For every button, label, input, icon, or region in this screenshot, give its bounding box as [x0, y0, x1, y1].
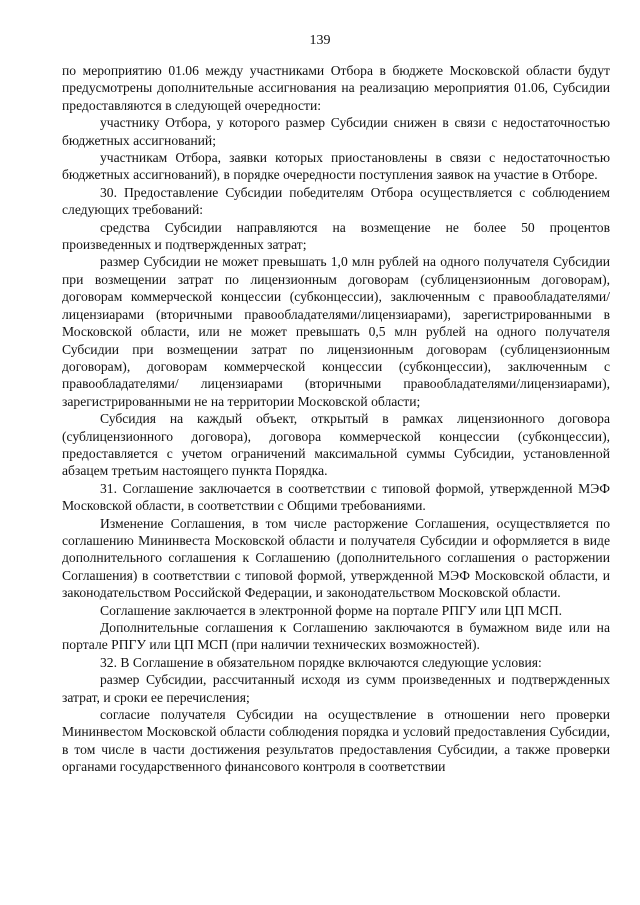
paragraph: Субсидия на каждый объект, открытый в рамках лицензионного договора (сублицензионного договора), договора коммерческой концессии (субконцессии), предоставляется с учетом ограничений максимальной суммы Субсидии, установленной абзацем третьим настоящего пункта Порядка.: [62, 411, 610, 479]
paragraph-clause-30: 30. Предоставление Субсидии победителям Отбора осуществляется с соблюдением следующих требований:: [62, 184, 610, 218]
paragraph: Дополнительные соглашения к Соглашению заключаются в бумажном виде или на портале РПГУ или ЦП МСП (при наличии технических возможностей).: [62, 620, 610, 653]
paragraph-clause-31: 31. Соглашение заключается в соответствии с типовой формой, утвержденной МЭФ Московской области, в соответствии с Общими требованиями.: [62, 480, 610, 514]
paragraph: согласие получателя Субсидии на осуществление в отношении него проверки Мининвестом Московской области соблюдения порядка и условий предоставления Субсидии, в том числе в части достижения результатов предоставления Субсидии, а также проверки органами государственного финансового контроля в соответствии: [62, 707, 610, 775]
paragraph: Изменение Соглашения, в том числе расторжение Соглашения, осуществляется по соглашению Мининвеста Московской области и получателя Субсидии и оформляется в виде дополнительного соглашения к Соглашению (дополнительного соглашения о расторжении Соглашения) в соответствии с типовой формой, утвержденной МЭФ Московской области, и законодательством Российской Федерации, и законодательством Московской области.: [62, 515, 610, 601]
paragraph: участнику Отбора, у которого размер Субсидии снижен в связи с недостаточностью бюджетных ассигнований;: [62, 115, 610, 148]
paragraph-clause-32: 32. В Соглашение в обязательном порядке включаются следующие условия:: [100, 654, 542, 670]
document-body: [62, 62, 610, 776]
paragraph-continuation: по мероприятию 01.06 между участниками Отбора в бюджете Московской области будут предусмотрены дополнительные ассигнования на реализацию мероприятия 01.06, Субсидии предоставляются в следующей очередности:: [62, 63, 610, 113]
paragraph: Соглашение заключается в электронной форме на портале РПГУ или ЦП МСП.: [100, 602, 563, 618]
page-number: 139: [309, 33, 331, 48]
paragraph: размер Субсидии не может превышать 1,0 млн рублей на одного получателя Субсидии при возмещении затрат по лицензионным договорам (сублицензионным договорам), договорам коммерческой концессии (субконцессии), заключенным с правообладателями/лицензиарами (вторичными правообладателями/лицензиарами), зарегистрированными в Московской области, или не может превышать 0,5 млн рублей на одного получателя Субсидии при возмещении затрат по лицензионным договорам (сублицензионным договорам), договорам коммерческой концессии (субконцессии), заключенным с правообладателями/ лицензиарами (вторичными правообладателями/лицензиарами), зарегистрированными не на территории Московской области;: [62, 254, 610, 409]
paragraph: размер Субсидии, рассчитанный исходя из сумм произведенных и подтвержденных затрат, и сроки ее перечисления;: [62, 672, 610, 705]
paragraph: участникам Отбора, заявки которых приостановлены в связи с недостаточностью бюджетных ассигнований), в порядке очередности поступления заявок на участие в Отборе.: [62, 150, 610, 183]
paragraph: средства Субсидии направляются на возмещение не более 50 процентов произведенных и подтвержденных затрат;: [62, 219, 610, 253]
